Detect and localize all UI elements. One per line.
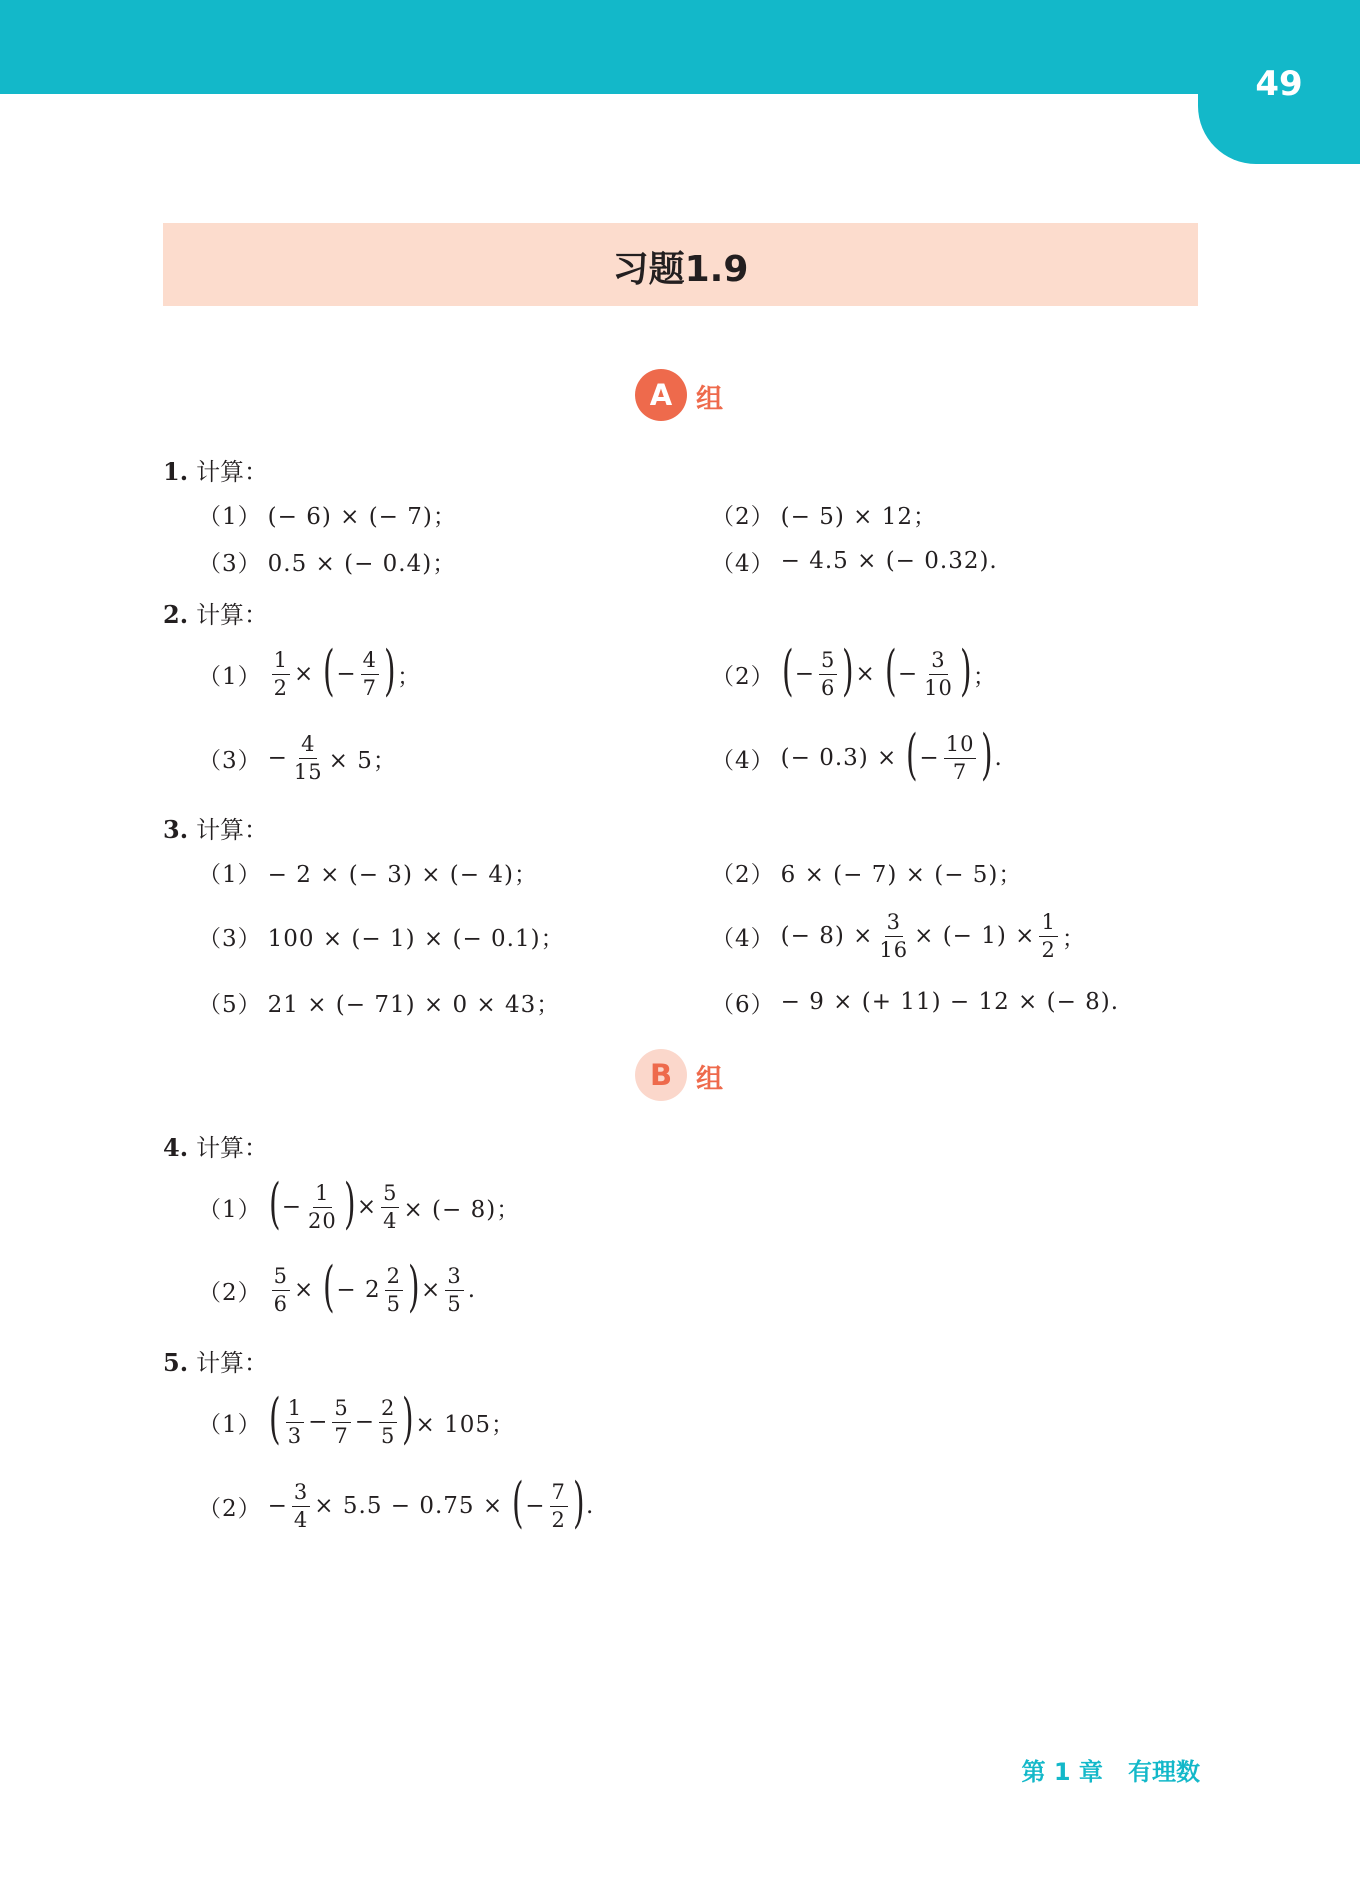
question-1 [163, 452, 268, 487]
fraction: $\frac{1}{2}$ [273, 648, 289, 700]
question-3 [163, 810, 268, 845]
chapter-name: 有理数 [1128, 1758, 1200, 1786]
question-text: 计算： [196, 601, 269, 629]
expression: − 9 × (+ 11) − 12 × (− 8). [780, 989, 1120, 1015]
fraction: $\frac{1}{20}$ [308, 1181, 337, 1233]
fraction: $\frac{2}{5}$ [386, 1264, 401, 1316]
fraction: $\frac{5}{6}$ [273, 1264, 289, 1316]
expression: − 4.5 × (− 0.32). [780, 548, 998, 574]
q3-item-3: （3） 100 × (− 1) × (− 0.1)； [198, 900, 565, 972]
expression: 100 × (− 1) × (− 0.1)； [267, 925, 565, 952]
expression: 0.5 × (− 0.4)； [267, 550, 457, 577]
fraction: $\frac{4}{7}$ [362, 648, 378, 700]
question-number: 4. [163, 1133, 189, 1162]
q4-item-2: （2） $\frac{5}{6}$ × ( − 2 $\frac{2}{5}$ ) × $\frac{3}{5}$ . [198, 1255, 477, 1318]
fraction: $\frac{1}{2}$ [1041, 910, 1056, 962]
expression: (− 6) × (− 7)； [267, 503, 457, 530]
fraction: $\frac{3}{5}$ [447, 1264, 462, 1316]
q1-item-3: （3） 0.5 × (− 0.4)； [198, 541, 456, 581]
fraction: $\frac{2}{5}$ [381, 1396, 396, 1448]
fraction: $\frac{5}{7}$ [334, 1396, 349, 1448]
q2-item-3: （3） − $\frac{4}{15}$ × 5； [198, 732, 397, 784]
question-5 [163, 1343, 268, 1378]
question-text: 计算： [196, 458, 269, 486]
q5-item-1: （1） ( $\frac{1}{3}$ − $\frac{5}{7}$ − $\frac{2}{5}$ ) × 105； [198, 1387, 515, 1450]
fraction: $\frac{3}{10}$ [924, 648, 953, 700]
question-number: 3. [163, 815, 189, 844]
q3-item-2: （2） 6 × (− 7) × (− 5)； [711, 852, 1022, 892]
page-title: 习题1.9 [612, 249, 749, 290]
q1-item-4: （4） − 4.5 × (− 0.32). [711, 548, 998, 577]
fraction: $\frac{7}{2}$ [551, 1480, 566, 1532]
fraction: $\frac{4}{15}$ [293, 732, 323, 784]
expression: (− 5) × 12； [780, 503, 937, 530]
question-text: 计算： [196, 1349, 269, 1377]
q3-item-1: （1） − 2 × (− 3) × (− 4)； [198, 852, 538, 892]
group-a-label: 组 [696, 384, 723, 415]
q1-item-2: （2） (− 5) × 12； [711, 494, 937, 534]
q3-item-6: （6） − 9 × (+ 11) − 12 × (− 8). [711, 989, 1120, 1018]
question-4 [163, 1128, 268, 1163]
fraction: $\frac{10}{7}$ [945, 732, 975, 784]
page-number: 49 [1255, 64, 1303, 104]
q2-item-2: （2） ( − $\frac{5}{6}$ ) × ( − $\frac{3}{10}$ ) ； [711, 639, 997, 702]
expression: 6 × (− 7) × (− 5)； [780, 861, 1023, 888]
q3-item-5: （5） 21 × (− 71) × 0 × 43； [198, 982, 560, 1022]
question-number: 5. [163, 1348, 189, 1377]
fraction: $\frac{5}{6}$ [821, 648, 836, 700]
q5-item-2: （2） − $\frac{3}{4}$ × 5.5 − 0.75 × ( − $\frac{7}{2}$ ) . [198, 1471, 595, 1534]
fraction: $\frac{3}{4}$ [293, 1480, 309, 1532]
chapter-number: 第 1 章 [1021, 1758, 1103, 1786]
expression: − 2 × (− 3) × (− 4)； [267, 861, 538, 888]
q4-item-1: （1） ( − $\frac{1}{20}$ ) × $\frac{5}{4}$ × (− 8)； [198, 1172, 521, 1235]
q1-item-1: （1） (− 6) × (− 7)； [198, 494, 457, 534]
group-b-label: 组 [696, 1064, 723, 1095]
question-text: 计算： [196, 816, 269, 844]
question-number: 2. [163, 600, 189, 629]
q3-item-4: （4） (− 8) × $\frac{3}{16}$ × (− 1) × $\frac{1}{2}$ ； [711, 910, 1086, 962]
group-a-badge: A [635, 369, 687, 421]
fraction: $\frac{5}{4}$ [383, 1181, 398, 1233]
fraction: $\frac{3}{16}$ [879, 910, 909, 962]
question-text: 计算： [196, 1134, 269, 1162]
top-banner [0, 0, 1360, 94]
expression: 21 × (− 71) × 0 × 43； [267, 991, 561, 1018]
chapter-footer [1010, 1752, 1200, 1787]
question-2 [163, 595, 268, 630]
group-b-badge: B [635, 1049, 687, 1101]
q2-item-4: （4） (− 0.3) × ( − $\frac{10}{7}$ ) . [711, 723, 1003, 786]
fraction: $\frac{1}{3}$ [287, 1396, 303, 1448]
question-number: 1. [163, 457, 189, 486]
q2-item-1: （1） $\frac{1}{2}$ × ( − $\frac{4}{7}$ ) ； [198, 639, 422, 702]
